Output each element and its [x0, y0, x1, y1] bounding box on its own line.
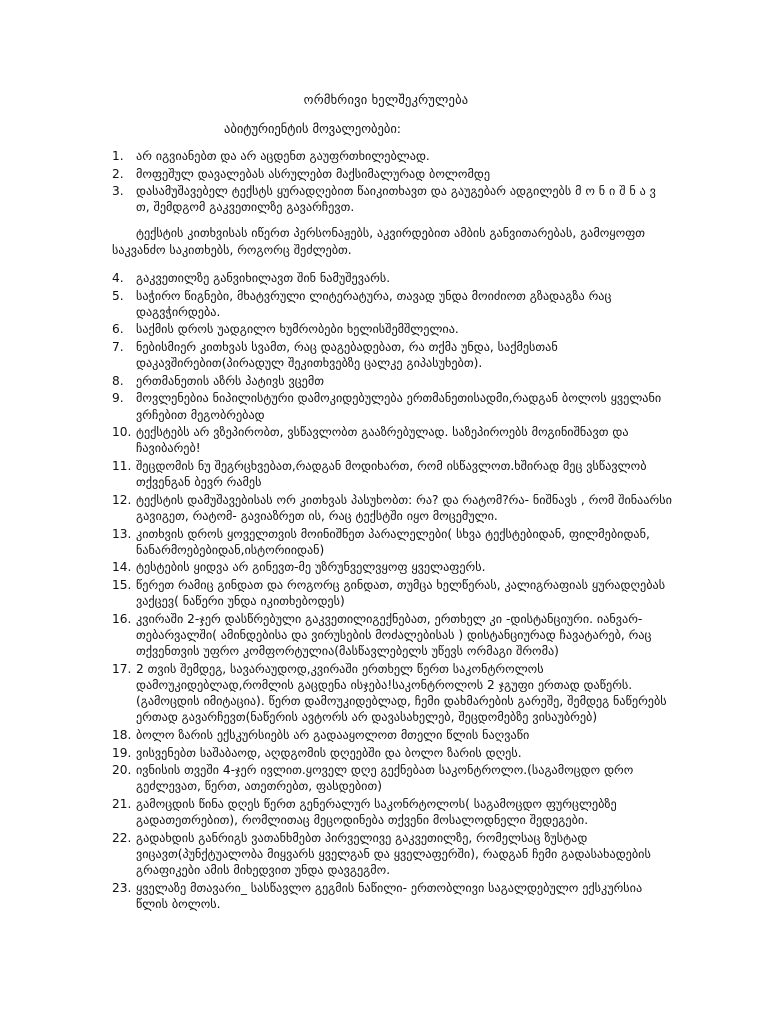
list-item: 16. კვირაში 2-ჯერ დასწრებული გაკვეთილიგექნებათ, ერთხელ კი -დისტანციური. იანვარ-თებარვალში( ამინდებისა და ვირუსების მოძალებისას ) დისტანციურად ჩავატარებ, რაც თქვენთვის უფრო კომფორტულია(მასწავლებელს უწევს ორმაგი შრომა) — [112, 611, 652, 659]
list-item: 14. ტესტების ყიდვა არ გინევთ-მე უზრუნველვყოფ ყველაფერს. — [112, 560, 486, 575]
list-item: 9. მოვლენებია ნიპილისტური დამოკიდებულება ერთმანეთისადმი,რადგან ბოლოს ყველანი ვრჩებით მეგობრებად — [112, 391, 662, 422]
list-item: 18. ბოლო ზარის ექსკურსიებს არ გადააყოლოთ მთელი წლის ნაღვაწი — [112, 727, 530, 742]
list-item: 22. გადახდის განრიგს ვათანხმებთ პირველივე გაკვეთილზე, რომელსაც ზუსტად ვიცავთ(პუნქტუალობა მიყვარს ყველგან და ყველაფერში), რადგან ჩემი გადასახადების გრაფიკები ამის მიხედვით უნდა დავგეგმო. — [112, 830, 651, 878]
list-item: 2. მოფეშულ დავალებას ასრულებთ მაქსიმალურად ბოლომდე — [112, 166, 491, 181]
list-item: 7. ნებისმიერ კითხვას სვამთ, რაც დაგებადებათ, რა თქმა უნდა, საქმესთან დაკავშირებით(პირადულ შეკითხვებზე ცალკე გიპასუხებთ). — [112, 339, 558, 371]
document-subtitle: აბიტურიენტის მოვალეობები: — [224, 121, 402, 136]
text-paragraph: ტექსტის კითხვისას იწერთ პერსონაჟებს, აკვირდებით ამბის განვითარებას, გამოყოფთ საკვანძო საკითხებს, როგორც შეძლებთ. — [112, 226, 646, 257]
list-item: 10. ტექსტებს არ ვზეპირობთ, ვსწავლობთ გააზრებულად. საზეპიროებს მოგინიშნავთ და ჩავიბარებ! — [112, 425, 629, 456]
list-item: 12. ტექსტის დამუშავებისას ორ კითხვას პასუხობთ: რა? და რატომ?რა- ნიშნავს , რომ შინაარსი გავიგეთ, რატომ- გავიაზრეთ ის, რაც ტექსტში იყო მოცემული. — [112, 492, 672, 523]
list-item: 3. დასამუშავებელ ტექსტს ყურადღებით წაიკითხავთ და გაუგებარ ადგილებს მ ო ნ ი შ ნ ა ვ თ, შემდგომ გაკვეთილზე გავარჩევთ. — [112, 184, 656, 215]
list-item: 17. 2 თვის შემდეგ, სავარაუდოდ,კვირაში ერთხელ წერთ საკონტროლოს დამოუკიდებლად,რომლის გაცდენა ისჯება!საკონტროლოს 2 ჯგუფი ერთად დაწერს.(გამოცდის იმიტაცია). წერთ დამოუკიდებლად, ჩემი დახმარების გარეშე, შემდეგ ნაწერებს ერთად გავარჩევთ(ნაწერის ავტორს არ დავასახელებ, შეცდომებზე ვისაუბრებ) — [112, 661, 667, 725]
list-item: 1. არ იგვიანებთ და არ აცდენთ გაუფრთხილებლად. — [112, 149, 430, 163]
list-item: 11. შეცდომის ნუ შეგრცხვებათ,რადგან მოდიხართ, რომ ისწავლოთ.ხშირად მეც ვსწავლობ თქვენგან ბევრ რამეს — [112, 458, 647, 490]
list-item: 6. საქმის დროს უადგილო ხუმრობები ხელისშემშლელია. — [112, 322, 459, 337]
document-title: ორმხრივი ხელშეკრულება — [303, 92, 469, 107]
list-item: 13. კითხვის დროს ყოველთვის მოინიშნეთ პარალელები( სხვა ტექსტებიდან, ფილმებიდან, ნანარმოებებიდან,ისტორიიდან) — [112, 526, 650, 557]
list-item: 20. ივნისის თვეში 4-ჯერ ივლით.ყოველ დღე გექნებათ საკონტროლო.(საგამოცდო დრო გეძლევათ, წერთ, ათეთრებთ, ფასდებით) — [112, 763, 634, 794]
list-item: 21. გამოცდის წინა დღეს წერთ გენერალურ საკონრტოლოს( საგამოცდო ფურცლებზე გადათეთრებით), რომლითაც მეცოდინება თქვენი მოსალოდნელი შედეგები. — [112, 796, 617, 828]
duties-list-part-1 — [112, 148, 672, 217]
list-item: 8. ერთმანეთის აზრს პატივს ვცემთ — [112, 373, 324, 388]
list-item: 23. ყველაზე მთავარი_ სასწავლო გეგმის ნაწილი- ერთობლივი საგალდებულო ექსკურსია წლის ბოლოს. — [112, 880, 643, 911]
list-item: 4. გაკვეთილზე განვიხილავთ შინ ნამუშევარს. — [112, 271, 391, 285]
list-item: 19. ვისვენებთ საშაბაოდ, აღდგომის დღეებში და ბოლო ზარის დღეს. — [112, 745, 522, 760]
list-item: 5. საჭირო წიგნები, მხატვრული ლიტერატურა, თავად უნდა მოიძიოთ გზადაგზა რაც დაგვჭირდება. — [112, 288, 612, 319]
duties-list-part-2 — [112, 270, 672, 914]
list-item: 15. წერეთ რამიც გინდათ და როგორც გინდათ, თუმცა ხელწერას, კალიგრაფიას ყურადღებას ვაქცევ( ნაწერი უნდა იკითხებოდეს) — [112, 577, 666, 609]
